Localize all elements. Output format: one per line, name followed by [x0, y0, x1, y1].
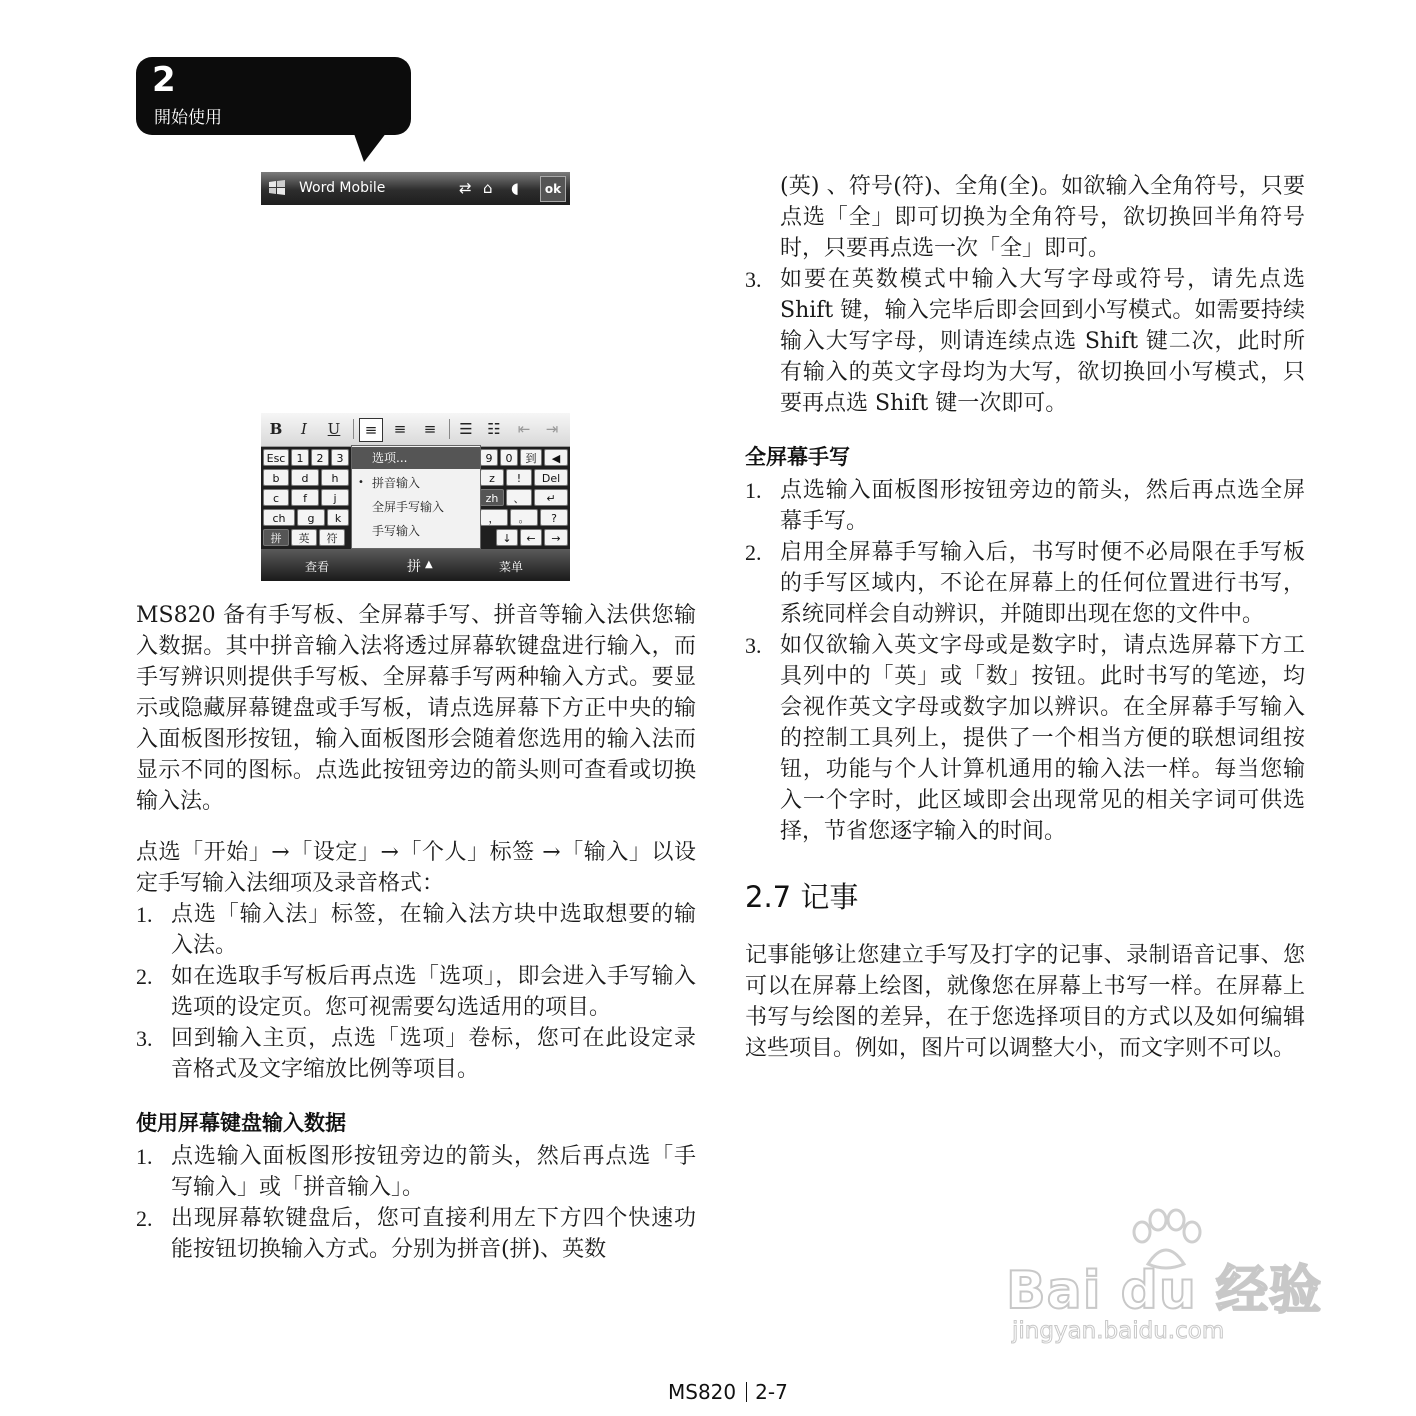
list-number: 1.: [136, 1144, 153, 1169]
soft-keyboard-screenshot: [261, 413, 570, 581]
input-method-menu: [351, 445, 481, 549]
keyboard-section-heading: 使用屏幕键盘输入数据: [136, 1111, 346, 1135]
footer-divider: [746, 1382, 747, 1402]
bold-button[interactable]: B: [269, 420, 283, 438]
list-item: [136, 961, 696, 1023]
list-item: [745, 475, 1305, 537]
keyboard-key[interactable]: Esc: [263, 449, 289, 466]
word-mobile-titlebar-screenshot: [261, 172, 570, 205]
delete-key[interactable]: Del: [534, 469, 568, 486]
backspace-key[interactable]: ◀: [544, 449, 568, 466]
arrow-right-key[interactable]: →: [544, 529, 568, 546]
keyboard-key[interactable]: b: [263, 469, 289, 486]
underline-button[interactable]: U: [327, 420, 341, 438]
menu-item-fullscreen-handwriting[interactable]: 全屏手写输入: [372, 500, 445, 514]
outdent-icon[interactable]: ⇤: [517, 420, 531, 438]
keyboard-key[interactable]: 0: [500, 449, 518, 466]
keyboard-key[interactable]: 、: [506, 489, 532, 506]
right-column: [745, 171, 1305, 1064]
list-number: 3.: [136, 1026, 153, 1051]
menu-item-options[interactable]: 选项...: [352, 447, 480, 469]
list-item: [745, 264, 1305, 419]
keyboard-key[interactable]: k: [327, 509, 349, 526]
menu-item-handwriting[interactable]: 手写输入: [372, 524, 421, 538]
selected-bullet-icon: •: [358, 477, 364, 488]
app-title: Word Mobile: [299, 180, 386, 196]
enter-key[interactable]: ↵: [534, 489, 568, 506]
baidu-watermark-url: jingyan.baidu.com: [1012, 1318, 1225, 1344]
align-right-icon[interactable]: ≡: [423, 420, 437, 438]
connectivity-icon: ⇄: [459, 179, 472, 197]
list-text: 回到输入主页，点选「选项」卷标，您可在此设定录音格式及文字缩放比例等项目。: [171, 1026, 696, 1082]
align-left-icon[interactable]: ≡: [359, 418, 383, 442]
keyboard-key[interactable]: 到: [520, 449, 542, 466]
chapter-tab-pointer: [352, 128, 390, 162]
baidu-watermark: Bai du 经验: [1006, 1261, 1322, 1321]
toolbar-divider: [449, 419, 450, 439]
numbered-list-icon[interactable]: ☰: [459, 420, 473, 438]
list-text: 出现屏幕软键盘后，您可直接利用左下方四个快速功能按钮切换输入方式。分别为拼音(拼)、英数: [171, 1206, 696, 1262]
indent-icon[interactable]: ⇥: [545, 420, 559, 438]
chapter-number: 2: [152, 60, 176, 100]
keyboard-key[interactable]: 2: [311, 449, 329, 466]
arrow-left-key[interactable]: ←: [520, 529, 542, 546]
notes-paragraph: 记事能够让您建立手写及打字的记事、录制语音记事、您可以在屏幕上绘图，就像您在屏幕上书写一样。在屏幕上书写与绘图的差异，在于您选择项目的方式以及如何编辑这些项目。例如，图片可以调整大小，而文字则不可以。: [745, 943, 1305, 1061]
menu-item-pinyin[interactable]: 拼音输入: [372, 476, 421, 490]
continuation-paragraph: (英) 、符号(符)、全角(全)。如欲输入全角符号，只要点选「全」即可切换为全角符号，欲切换回半角符号时，只要再点选一次「全」即可。: [780, 174, 1305, 261]
keyboard-key[interactable]: 3: [331, 449, 349, 466]
bulleted-list-icon[interactable]: ☷: [487, 420, 501, 438]
list-number: 3.: [745, 633, 762, 658]
keyboard-key[interactable]: ?: [540, 509, 568, 526]
page-number: 2-7: [755, 1380, 788, 1404]
list-number: 2.: [745, 540, 762, 565]
list-text: 如在选取手写板后再点选「选项」，即会进入手写输入选项的设定页。您可视需要勾选适用的项目。: [171, 964, 696, 1020]
list-number: 1.: [136, 902, 153, 927]
section-title: 2.7 记事: [745, 880, 859, 914]
keyboard-key[interactable]: zh: [480, 489, 504, 506]
list-item: [136, 1203, 696, 1265]
settings-intro: 点选「开始」→「设定」→「个人」标签 →「输入」以设定手写输入法细项及录音格式：: [136, 840, 696, 896]
list-item: [136, 1141, 696, 1203]
format-toolbar: [261, 413, 570, 447]
keyboard-key[interactable]: 9: [480, 449, 498, 466]
chapter-title: 開始使用: [154, 108, 222, 128]
input-panel-button[interactable]: 拼: [407, 559, 421, 575]
menu-softkey[interactable]: 菜单: [499, 560, 524, 574]
symbol-mode-key[interactable]: 符: [319, 529, 345, 546]
footer-model: MS820: [668, 1380, 737, 1404]
keyboard-key[interactable]: 1: [291, 449, 309, 466]
list-number: 3.: [745, 267, 762, 292]
keyboard-key[interactable]: d: [291, 469, 319, 486]
volume-icon: ◖: [511, 179, 519, 197]
list-text: 点选输入面板图形按钮旁边的箭头，然后再点选「手写输入」或「拼音输入」。: [171, 1144, 696, 1200]
list-item: [745, 537, 1305, 630]
fullscreen-section-heading: 全屏幕手写: [745, 445, 850, 469]
input-panel-arrow-icon[interactable]: ▲: [425, 559, 433, 570]
english-mode-key[interactable]: 英: [291, 529, 317, 546]
keyboard-key[interactable]: g: [297, 509, 325, 526]
list-item: [136, 1023, 696, 1085]
keyboard-key[interactable]: ch: [263, 509, 295, 526]
list-text: 点选「输入法」标签，在输入法方块中选取想要的输入法。: [171, 902, 696, 958]
list-text: 如要在英数模式中输入大写字母或符号，请先点选 Shift 键，输入完毕后即会回到小写模式。如需要持续输入大写字母，则请连续点选 Shift 键二次，此时所有输入的英文字母均为大写，欲切换回小写模式，只要再点选 Shift 键一次即可。: [780, 267, 1305, 416]
list-number: 2.: [136, 964, 153, 989]
view-softkey[interactable]: 查看: [305, 560, 330, 574]
list-item: [745, 630, 1305, 847]
left-column: [136, 600, 696, 1265]
list-text: 启用全屏幕手写输入后，书写时便不必局限在手写板的手写区域内，不论在屏幕上的任何位置进行书写，系统同样会自动辨识，并随即出现在您的文件中。: [780, 540, 1305, 627]
keyboard-key[interactable]: h: [321, 469, 349, 486]
list-item: [136, 899, 696, 961]
keyboard-key[interactable]: c: [263, 489, 289, 506]
keyboard-key[interactable]: 。: [510, 509, 538, 526]
keyboard-key[interactable]: j: [321, 489, 349, 506]
intro-paragraph: MS820 备有手写板、全屏幕手写、拼音等输入法供您输入数据。其中拼音输入法将透过屏幕软键盘进行输入，而手写辨识则提供手写板、全屏幕手写两种输入方式。要显示或隐藏屏幕键盘或手写板，请点选屏幕下方正中央的输入面板图形按钮，输入面板图形会随着您选用的输入法而显示不同的图标。点选此按钮旁边的箭头则可查看或切换输入法。: [136, 603, 696, 814]
toolbar-divider: [353, 419, 354, 439]
keyboard-key[interactable]: f: [291, 489, 319, 506]
keyboard-key[interactable]: !: [506, 469, 532, 486]
list-text: 如仅欲输入英文字母或是数字时，请点选屏幕下方工具列中的「英」或「数」按钮。此时书写的笔迹，均会视作英文字母或数字加以辨识。在全屏幕手写输入的控制工具列上，提供了一个相当方便的联想词组按钮，功能与个人计算机通用的输入法一样。每当您输入一个字时，此区域即会出现常见的相关字词可供选择，节省您逐字输入的时间。: [780, 633, 1305, 844]
pinyin-mode-key[interactable]: 拼: [263, 529, 289, 546]
windows-flag-icon: [267, 178, 287, 198]
arrow-down-key[interactable]: ↓: [496, 529, 518, 546]
italic-button[interactable]: I: [301, 420, 307, 438]
signal-icon: ⌂: [483, 179, 493, 197]
ok-button[interactable]: ok: [540, 176, 566, 202]
page-footer: [668, 1380, 788, 1404]
align-center-icon[interactable]: ≡: [393, 420, 407, 438]
soft-key-bar: [261, 549, 570, 581]
list-number: 1.: [745, 478, 762, 503]
list-number: 2.: [136, 1206, 153, 1231]
keyboard-key[interactable]: z: [480, 469, 504, 486]
keyboard-key[interactable]: ，: [480, 509, 508, 526]
list-text: 点选输入面板图形按钮旁边的箭头，然后再点选全屏幕手写。: [780, 478, 1305, 534]
